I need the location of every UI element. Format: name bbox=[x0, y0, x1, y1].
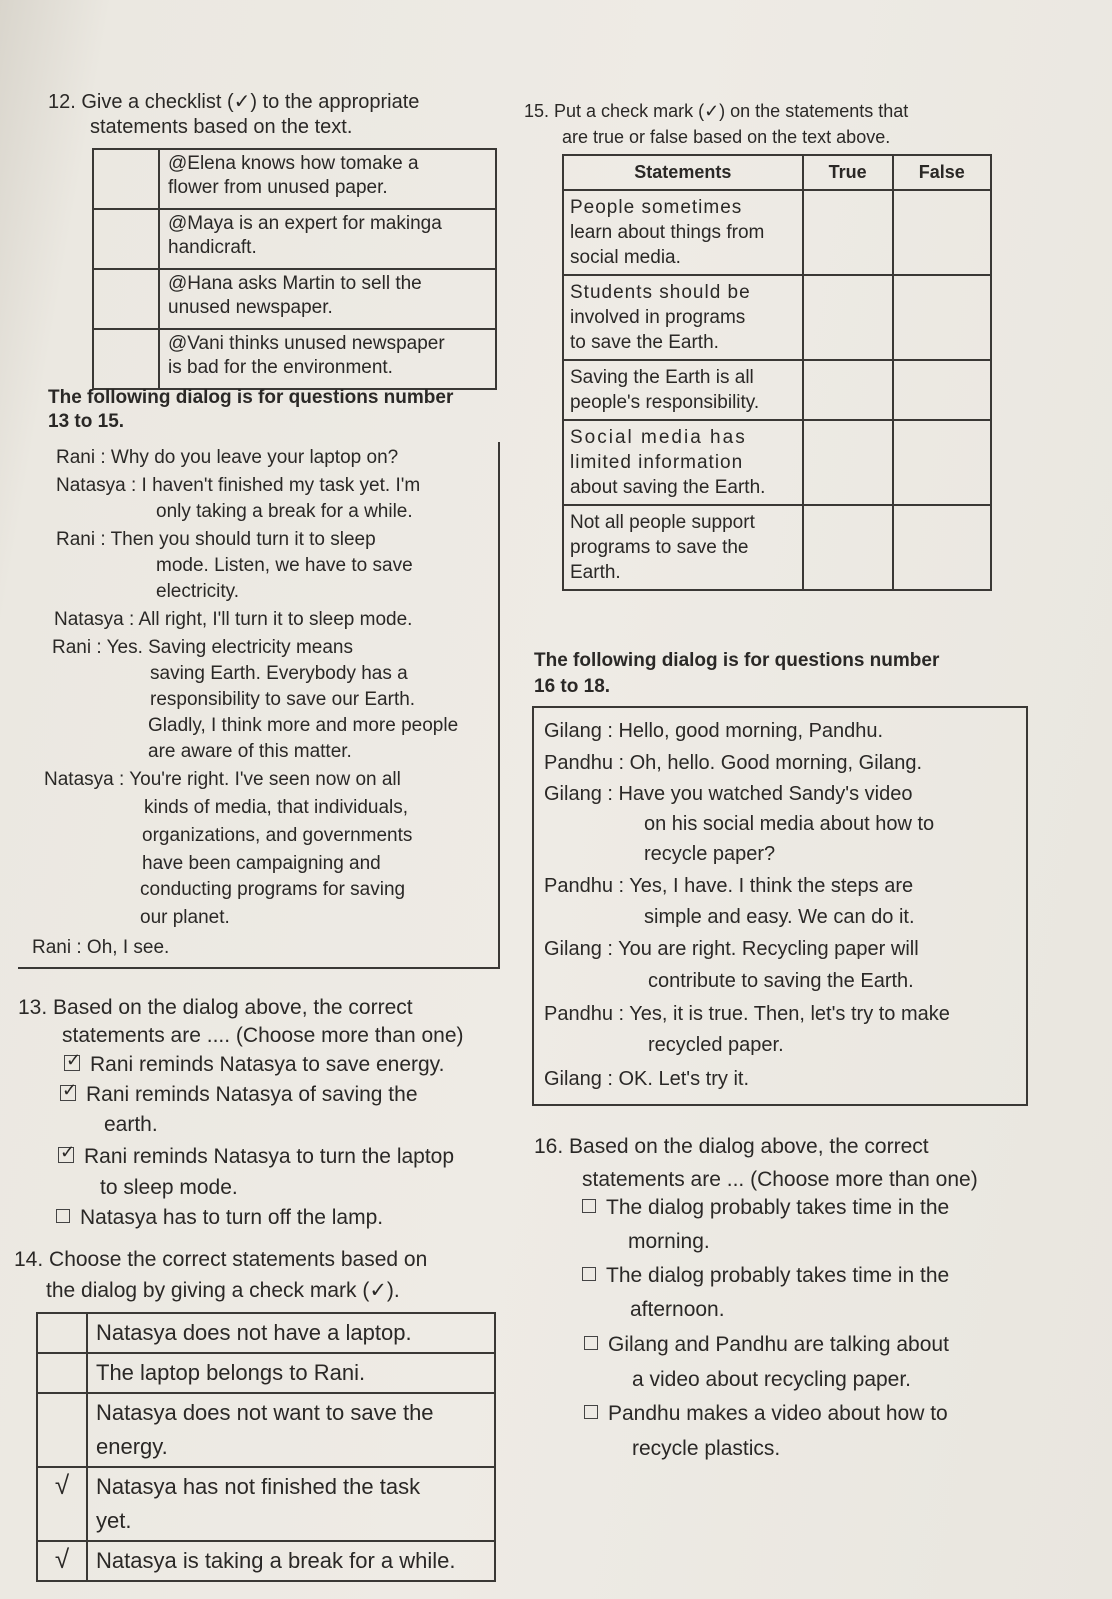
dialog-line: our planet. bbox=[140, 907, 230, 928]
dialog-line: Rani : Why do you leave your laptop on? bbox=[56, 447, 399, 468]
dialog-line: Natasya : All right, I'll turn it to sleep mode. bbox=[54, 609, 413, 630]
q16-option-cont: a video about recycling paper. bbox=[632, 1368, 912, 1391]
q13-option-cont: earth. bbox=[104, 1113, 158, 1136]
dialog-line: recycle paper? bbox=[644, 843, 776, 865]
q15-false-cell[interactable] bbox=[893, 190, 991, 275]
checkbox-icon[interactable] bbox=[582, 1267, 596, 1281]
dialog1-intro: The following dialog is for questions number 13 to 15. bbox=[48, 387, 454, 432]
dialog-line: conducting programs for saving bbox=[140, 879, 406, 900]
q14-check-cell[interactable] bbox=[37, 1313, 87, 1353]
q12-row: @Hana asks Martin to sell the unused newspaper. bbox=[93, 269, 496, 329]
q16-option[interactable]: Pandhu makes a video about how to bbox=[584, 1402, 948, 1426]
dialog-line: Pandhu : Yes, it is true. Then, let's try to make bbox=[544, 1003, 950, 1025]
dialog-line: have been campaigning and bbox=[142, 853, 381, 874]
checkbox-icon[interactable] bbox=[582, 1199, 596, 1213]
checkbox-checked-icon[interactable] bbox=[64, 1055, 80, 1071]
q12-checkbox[interactable] bbox=[93, 329, 159, 389]
checkbox-icon[interactable] bbox=[584, 1336, 598, 1350]
dialog-line: Natasya : You're right. I've seen now on all bbox=[44, 769, 401, 790]
dialog-line: contribute to saving the Earth. bbox=[648, 970, 914, 992]
checkbox-icon[interactable] bbox=[56, 1209, 70, 1223]
q15-true-cell[interactable] bbox=[803, 360, 893, 420]
q13-option[interactable]: ✓Rani reminds Natasya to turn the laptop bbox=[58, 1145, 454, 1169]
q16-option[interactable]: The dialog probably takes time in the bbox=[582, 1196, 949, 1220]
q14-table bbox=[36, 1312, 496, 1582]
dialog-line: Gilang : Hello, good morning, Pandhu. bbox=[544, 720, 884, 742]
q12-row: @Elena knows how tomake a flower from unused paper. bbox=[93, 149, 496, 209]
checkmark-icon: √ bbox=[54, 1544, 70, 1574]
q12-prompt: 12. Give a checklist (✓) to the appropriate statements based on the text. bbox=[48, 91, 420, 138]
q16-option-cont: morning. bbox=[628, 1230, 710, 1253]
dialog-line: organizations, and governments bbox=[142, 825, 413, 846]
q14-check-cell[interactable] bbox=[37, 1541, 87, 1581]
q15-header: Statements True False bbox=[563, 155, 991, 190]
q12-checkbox[interactable] bbox=[93, 209, 159, 269]
q15-row: Students should be involved in programs to save the Earth. bbox=[563, 275, 991, 360]
checkbox-checked-icon[interactable] bbox=[58, 1147, 74, 1163]
q14-row: The laptop belongs to Rani. bbox=[37, 1353, 495, 1393]
dialog-line: kinds of media, that individuals, bbox=[144, 797, 409, 818]
q14-check-cell[interactable] bbox=[37, 1353, 87, 1393]
dialog-line: Gilang : You are right. Recycling paper will bbox=[544, 938, 919, 960]
q15-row: People sometimes learn about things from social media. bbox=[563, 190, 991, 275]
q15-false-cell[interactable] bbox=[893, 505, 991, 590]
q12-checkbox[interactable] bbox=[93, 269, 159, 329]
dialog-line: saving Earth. Everybody has a bbox=[150, 663, 408, 684]
q15-true-cell[interactable] bbox=[803, 420, 893, 505]
q15-true-cell[interactable] bbox=[803, 190, 893, 275]
q13-option[interactable]: Natasya has to turn off the lamp. bbox=[56, 1206, 383, 1230]
q16-option-cont: recycle plastics. bbox=[632, 1437, 781, 1460]
q16-option[interactable]: Gilang and Pandhu are talking about bbox=[584, 1333, 949, 1357]
dialog-line: Rani : Then you should turn it to sleep bbox=[56, 529, 376, 550]
q15-prompt: 15. Put a check mark (✓) on the statements that are true or false based on the text above. bbox=[524, 101, 909, 147]
dialog-line: electricity. bbox=[156, 581, 240, 602]
dialog-line: Natasya : I haven't finished my task yet. I'm bbox=[56, 475, 421, 496]
dialog-line: Pandhu : Yes, I have. I think the steps are bbox=[544, 875, 914, 897]
q14-row: Natasya does not want to save the energy. bbox=[37, 1393, 495, 1467]
q14-row: √ Natasya has not finished the task yet. bbox=[37, 1467, 495, 1541]
q12-row: @Maya is an expert for makinga handicraft. bbox=[93, 209, 496, 269]
q14-row: Natasya does not have a laptop. bbox=[37, 1313, 495, 1353]
q15-false-cell[interactable] bbox=[893, 360, 991, 420]
dialog-line: Rani : Yes. Saving electricity means bbox=[52, 637, 353, 658]
dialog-line: Gilang : Have you watched Sandy's video bbox=[544, 783, 913, 805]
q16-option-cont: afternoon. bbox=[630, 1298, 725, 1321]
q13-option[interactable]: ✓Rani reminds Natasya to save energy. bbox=[64, 1053, 444, 1077]
dialog-line: recycled paper. bbox=[648, 1034, 784, 1056]
dialog-line: are aware of this matter. bbox=[148, 741, 352, 762]
checkbox-icon[interactable] bbox=[584, 1405, 598, 1419]
q15-row: Social media has limited information about saving the Earth. bbox=[563, 420, 991, 505]
q12-checkbox[interactable] bbox=[93, 149, 159, 209]
dialog-line: simple and easy. We can do it. bbox=[644, 906, 915, 928]
dialog-line: Pandhu : Oh, hello. Good morning, Gilang. bbox=[544, 752, 923, 774]
q15-table bbox=[562, 154, 992, 591]
q14-check-cell[interactable] bbox=[37, 1467, 87, 1541]
q15-false-cell[interactable] bbox=[893, 275, 991, 360]
dialog-line: only taking a break for a while. bbox=[156, 501, 413, 522]
q15-true-cell[interactable] bbox=[803, 275, 893, 360]
checkmark-icon: √ bbox=[54, 1470, 70, 1500]
q14-row: √ Natasya is taking a break for a while. bbox=[37, 1541, 495, 1581]
q14-prompt: 14. Choose the correct statements based on the dialog by giving a check mark (✓). bbox=[14, 1248, 428, 1302]
checkbox-checked-icon[interactable] bbox=[60, 1085, 76, 1101]
q13-option-cont: to sleep mode. bbox=[100, 1176, 238, 1199]
dialog-line: on his social media about how to bbox=[644, 813, 935, 835]
q12-table bbox=[92, 148, 497, 390]
q15-row: Not all people support programs to save the Earth. bbox=[563, 505, 991, 590]
dialog-line: mode. Listen, we have to save bbox=[156, 555, 413, 576]
q14-check-cell[interactable] bbox=[37, 1393, 87, 1467]
q15-row: Saving the Earth is all people's responsibility. bbox=[563, 360, 991, 420]
q16-option[interactable]: The dialog probably takes time in the bbox=[582, 1264, 949, 1288]
q15-false-cell[interactable] bbox=[893, 420, 991, 505]
q15-true-cell[interactable] bbox=[803, 505, 893, 590]
dialog1-text bbox=[30, 445, 500, 970]
q13-prompt: 13. Based on the dialog above, the correct statements are .... (Choose more than one) bbox=[18, 996, 464, 1047]
dialog-line: Rani : Oh, I see. bbox=[32, 937, 170, 958]
dialog-line: responsibility to save our Earth. bbox=[150, 689, 416, 710]
dialog2-intro: The following dialog is for questions number 16 to 18. bbox=[534, 650, 940, 697]
dialog-line: Gilang : OK. Let's try it. bbox=[544, 1068, 749, 1090]
q12-row: @Vani thinks unused newspaper is bad for the environment. bbox=[93, 329, 496, 389]
q13-option[interactable]: ✓Rani reminds Natasya of saving the bbox=[60, 1083, 418, 1107]
q16-prompt: 16. Based on the dialog above, the correct statements are ... (Choose more than one) bbox=[534, 1135, 978, 1191]
dialog-line: Gladly, I think more and more people bbox=[148, 715, 459, 736]
